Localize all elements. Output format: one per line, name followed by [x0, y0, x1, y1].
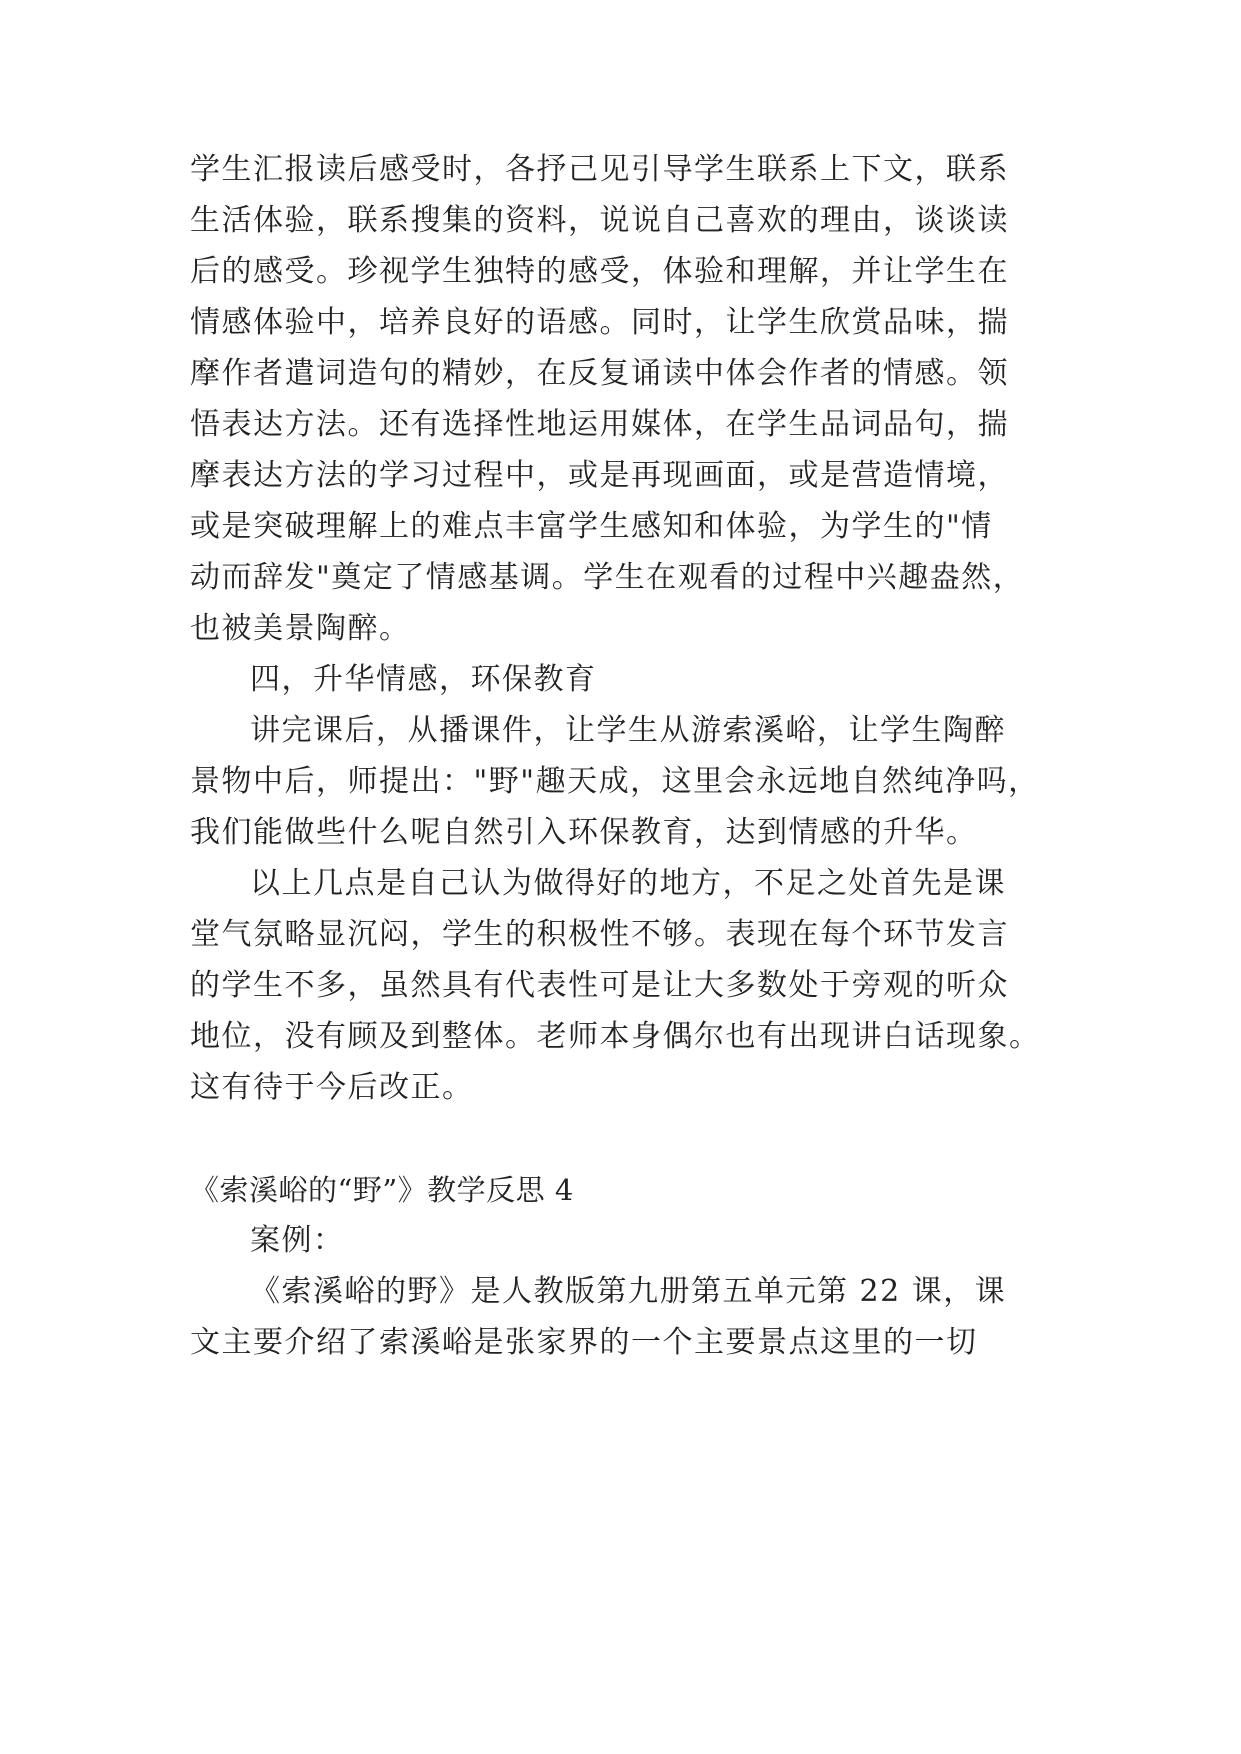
- paragraph-line: 或是突破理解上的难点丰富学生感知和体验，为学生的"情: [190, 509, 993, 544]
- reflection-title: 《索溪峪的“野”》教学反思 4: [190, 1173, 574, 1207]
- paragraph-line: 文主要介绍了索溪峪是张家界的一个主要景点这里的一切: [190, 1325, 978, 1360]
- paragraph-line: 景物中后，师提出："野"趣天成，这里会永远地自然纯净吗，: [190, 764, 1040, 799]
- paragraph-line: 地位，没有顾及到整体。老师本身偶尔也有出现讲白话现象。: [190, 1019, 1041, 1054]
- section-heading: 四，升华情感，环保教育: [250, 662, 597, 697]
- paragraph-line: 也被美景陶醉。: [190, 611, 411, 646]
- paragraph-line: 这有待于今后改正。: [190, 1070, 474, 1105]
- paragraph-line: 生活体验，联系搜集的资料，说说自己喜欢的理由，谈谈读: [190, 203, 1009, 238]
- paragraph-line: 学生汇报读后感受时，各抒己见引导学生联系上下文，联系: [190, 152, 1009, 187]
- paragraph-line: 后的感受。珍视学生独特的感受，体验和理解，并让学生在: [190, 254, 1009, 289]
- paragraph-line: 堂气氛略显沉闷，学生的积极性不够。表现在每个环节发言: [190, 917, 1009, 952]
- paragraph-line: 的学生不多，虽然具有代表性可是让大多数处于旁观的听众: [190, 968, 1009, 1003]
- case-label: 案例：: [250, 1223, 345, 1258]
- paragraph-line: 动而辞发"奠定了情感基调。学生在观看的过程中兴趣盎然，: [190, 560, 1025, 595]
- paragraph-line: 情感体验中，培养良好的语感。同时，让学生欣赏品味，揣: [190, 305, 1009, 340]
- paragraph-line: 我们能做些什么呢自然引入环保教育，达到情感的升华。: [190, 815, 978, 850]
- paragraph-line: 摩作者遣词造句的精妙，在反复诵读中体会作者的情感。领: [190, 356, 1009, 391]
- paragraph-line: 摩表达方法的学习过程中，或是再现画面，或是营造情境，: [190, 458, 1009, 493]
- paragraph-line: 《索溪峪的野》是人教版第九册第五单元第 22 课，课: [250, 1274, 1007, 1309]
- paragraph-line: 悟表达方法。还有选择性地运用媒体，在学生品词品句，揣: [190, 407, 1009, 442]
- paragraph-line: 讲完课后，从播课件，让学生从游索溪峪，让学生陶醉: [250, 713, 1006, 748]
- paragraph-line: 以上几点是自己认为做得好的地方，不足之处首先是课: [250, 866, 1006, 901]
